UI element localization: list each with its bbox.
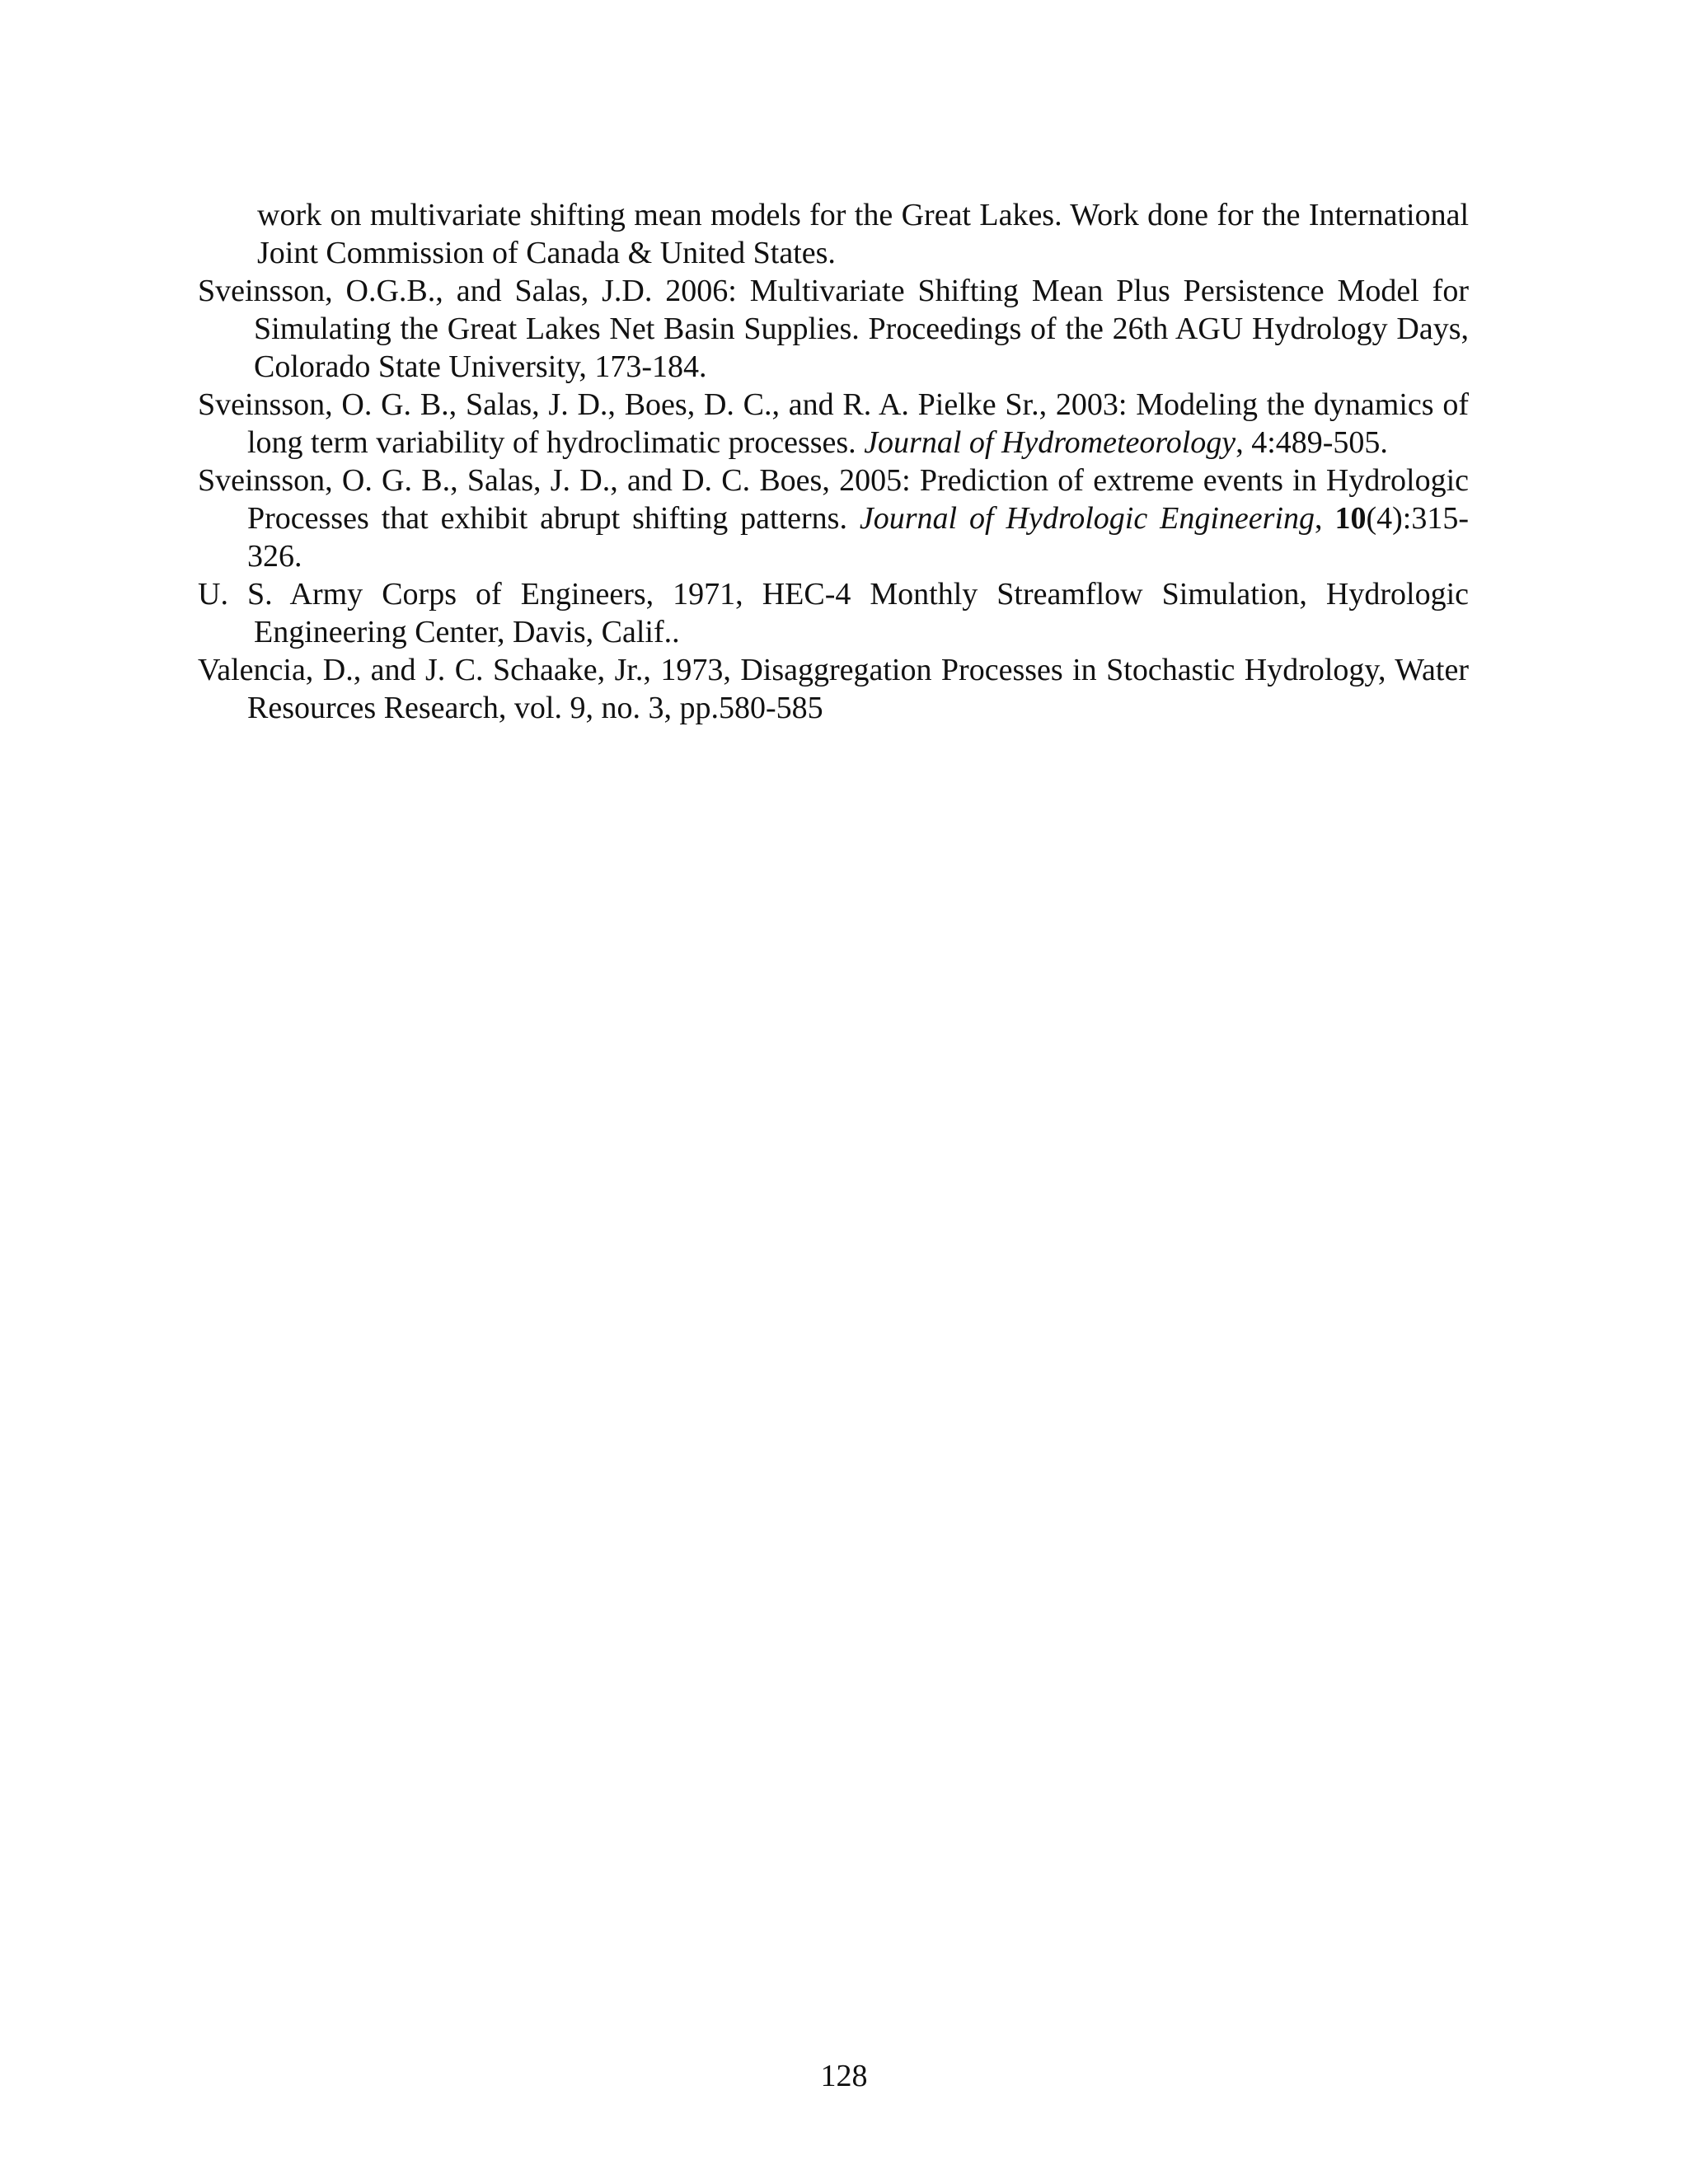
journal-title: Journal of Hydrologic Engineering <box>859 501 1315 536</box>
reference-entry-sveinsson-2003 <box>198 386 1469 462</box>
reference-list <box>198 196 1469 727</box>
reference-entry-valencia-1973 <box>198 651 1469 727</box>
reference-text: , <box>1315 501 1335 536</box>
reference-text: Valencia, D., and J. C. Schaake, Jr., 1973, Disaggregation Processes in Stochastic Hydrology, Water Resources Research, vol. 9, no. 3, pp.580-585 <box>198 653 1469 725</box>
reference-text: (4):315-326. <box>247 501 1469 574</box>
reference-text: Sveinsson, O. G. B., Salas, J. D., and D. C. Boes, 2005: Prediction of extreme events in Hydrologic Processes that exhibit abrupt shifting patterns. <box>198 463 1469 536</box>
page-number: 128 <box>820 2059 868 2093</box>
reference-text: Sveinsson, O. G. B., Salas, J. D., Boes, D. C., and R. A. Pielke Sr., 2003: Modeling the dynamics of long term variability of hydroclimatic processes. <box>198 387 1469 460</box>
reference-text: work on multivariate shifting mean models for the Great Lakes. Work done for the International Joint Commission of Canada & United States. <box>257 198 1469 270</box>
reference-entry-sveinsson-2006 <box>198 272 1469 386</box>
reference-text: , 4:489-505. <box>1236 425 1388 460</box>
journal-title: Journal of Hydrometeorology <box>864 425 1236 460</box>
reference-entry-continuation <box>198 196 1469 272</box>
reference-entry-usace-1971 <box>198 575 1469 651</box>
reference-text: Sveinsson, O.G.B., and Salas, J.D. 2006: Multivariate Shifting Mean Plus Persistence Model for Simulating the Great Lakes Net Basin Supplies. Proceedings of the 26th AGU Hydrology Days, Colorado State University, 173-184. <box>198 274 1469 384</box>
volume-number: 10 <box>1334 501 1367 536</box>
reference-entry-sveinsson-2005 <box>198 462 1469 575</box>
reference-text: U. S. Army Corps of Engineers, 1971, HEC-4 Monthly Streamflow Simulation, Hydrologic Engineering Center, Davis, Calif.. <box>198 577 1469 649</box>
